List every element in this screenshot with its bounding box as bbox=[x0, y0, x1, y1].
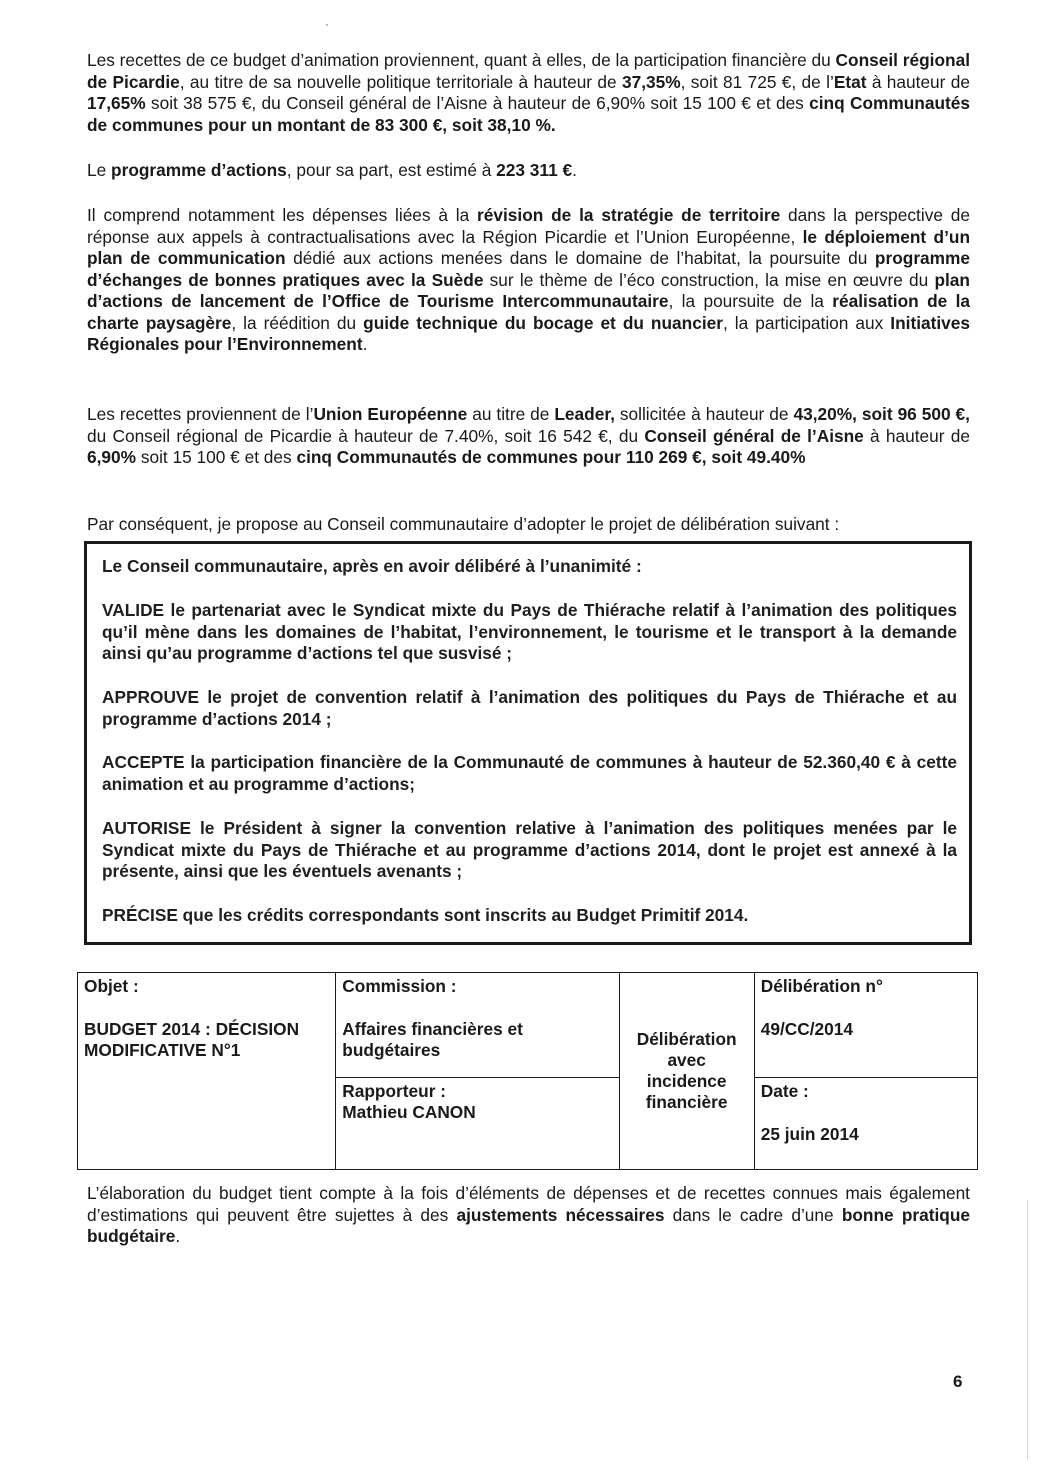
text-run: à hauteur de bbox=[863, 425, 970, 446]
deliberation-autorise: AUTORISE le Président à signer la convention relative à l’animation des politiques menées par le Syndicat mixte du Pays de Thiérache et au programme d’actions 2014, dont le projet est annexé à la présente, ainsi que les éventuels avenants ; bbox=[102, 818, 957, 881]
text-run: soit 15 100 € et des bbox=[136, 447, 297, 467]
text-run: L’élaboration du budget tient compte à la fois d’éléments de dépenses et de recettes connues mais également d’estimations qui peuvent être sujettes à des bbox=[87, 1183, 970, 1225]
text-run: Les recettes de ce budget d’animation proviennent, quant à elles, de la participation financière du bbox=[87, 50, 836, 70]
text-run: , soit 81 725 €, de l’ bbox=[680, 71, 834, 92]
objet-label: Objet : bbox=[84, 976, 139, 996]
paragraph-depenses bbox=[87, 205, 970, 356]
deliberation-accepte: ACCEPTE la participation financière de la Communauté de communes à hauteur de 52.360,40 € à cette animation et au programme d’actions; bbox=[102, 752, 957, 794]
deliberation-meta-table bbox=[77, 972, 978, 1170]
text-run: au titre de bbox=[467, 404, 555, 424]
text-run: du Conseil régional de Picardie à hauteur de 7.40%, soit 16 542 €, du bbox=[87, 425, 645, 446]
text-run: . bbox=[175, 1226, 181, 1246]
text-run: , au titre de sa nouvelle politique territoriale à hauteur de bbox=[179, 71, 622, 92]
text-bold: programme d’échanges de bonnes pratiques avec la Suède bbox=[87, 248, 970, 290]
rapporteur-cell bbox=[336, 1078, 619, 1170]
text-run: Les recettes proviennent de l’ bbox=[87, 404, 314, 424]
text-bold: 37,35% bbox=[622, 71, 681, 92]
text-run: Il comprend notamment les dépenses liées à la bbox=[87, 205, 478, 225]
text-run: dédié aux actions menées dans le domaine de l’habitat, la poursuite du bbox=[285, 248, 875, 268]
text-bold: Leader, bbox=[554, 404, 615, 424]
text-bold: cinq Communautés de communes pour 110 269 €, bbox=[296, 447, 707, 467]
objet-value: BUDGET 2014 : DÉCISION MODIFICATIVE N°1 bbox=[84, 1019, 300, 1060]
text-bold: programme d’actions bbox=[111, 160, 287, 180]
date-cell bbox=[754, 1078, 977, 1170]
text-bold: bonne pratique budgétaire bbox=[87, 1204, 970, 1246]
deliberation-approuve: APPROUVE le projet de convention relatif à l’animation des politiques du Pays de Thiérache et au programme d’actions 2014 ; bbox=[102, 687, 957, 729]
text-run: sollicitée à hauteur de bbox=[614, 404, 794, 424]
text-run: à hauteur de bbox=[866, 71, 970, 92]
page-number: 6 bbox=[953, 1372, 963, 1391]
text-run: Le bbox=[87, 160, 112, 180]
date-value: 25 juin 2014 bbox=[760, 1124, 859, 1144]
paragraph-proposition: Par conséquent, je propose au Conseil communautaire d’adopter le projet de délibération suivant : bbox=[87, 514, 840, 534]
text-bold: Initiatives Régionales pour l’Environnement bbox=[87, 312, 970, 354]
objet-cell bbox=[78, 973, 336, 1170]
incidence-text: Délibération avec incidence financière bbox=[636, 1029, 737, 1112]
text-run: dans le cadre d’une bbox=[664, 1204, 842, 1225]
text-bold: Conseil régional de Picardie bbox=[87, 50, 970, 92]
text-bold: 6,90% bbox=[87, 447, 137, 467]
deliberation-intro: Le Conseil communautaire, après en avoir délibéré à l’unanimité : bbox=[102, 556, 642, 576]
text-bold: 223 311 € bbox=[496, 160, 573, 180]
text-run: , la réédition du bbox=[231, 312, 364, 333]
text-bold: guide technique du bocage et du nuancier bbox=[363, 312, 723, 333]
scan-speck bbox=[326, 24, 328, 26]
deliberation-number-label: Délibération n° bbox=[760, 976, 883, 996]
paragraph-recettes-leader bbox=[87, 404, 970, 469]
text-bold: révision de la stratégie de territoire bbox=[477, 205, 781, 225]
incidence-cell bbox=[619, 973, 754, 1170]
text-bold: Union Européenne bbox=[313, 404, 468, 424]
deliberation-number-cell bbox=[754, 973, 977, 1078]
deliberation-valide: VALIDE le partenariat avec le Syndicat mixte du Pays de Thiérache relatif à l’animation des politiques qu’il mène dans les domaines de l’habitat, l’environnement, le tourisme et le transport à la demande ainsi qu’au programme d’actions tel que susvisé ; bbox=[102, 600, 957, 663]
text-run: . bbox=[572, 160, 577, 180]
text-bold: Etat bbox=[833, 71, 867, 92]
text-run: , la poursuite de la bbox=[668, 291, 833, 311]
text-bold: plan d’actions de lancement de l’Office de Tourisme Intercommunautaire bbox=[87, 269, 970, 311]
text-run: , la participation aux bbox=[722, 312, 891, 333]
rapporteur-value: Mathieu CANON bbox=[342, 1102, 476, 1122]
scan-edge-line bbox=[1027, 1200, 1028, 1460]
text-bold: 17,65% bbox=[87, 93, 146, 113]
text-bold: Conseil général de l’Aisne bbox=[644, 425, 864, 446]
text-run: , pour sa part, est estimé à bbox=[286, 160, 497, 180]
text-bold: cinq Communautés de communes pour un montant de 83 300 €, soit 38,10 %. bbox=[87, 93, 971, 135]
deliberation-box bbox=[84, 541, 972, 945]
deliberation-precise: PRÉCISE que les crédits correspondants sont inscrits au Budget Primitif 2014. bbox=[102, 905, 749, 925]
text-run: dans la perspective de réponse aux appels à contractualisations avec la Région Picardie et l’Union Européenne, bbox=[87, 205, 970, 247]
text-run: soit 38 575 €, du Conseil général de l’Aisne à hauteur de 6,90% soit 15 100 € et des bbox=[145, 93, 810, 113]
commission-value: Affaires financières et budgétaires bbox=[342, 1019, 523, 1060]
deliberation-number-value: 49/CC/2014 bbox=[760, 1019, 853, 1039]
commission-label: Commission : bbox=[342, 976, 457, 996]
text-bold: le déploiement d’un plan de communication bbox=[87, 226, 970, 268]
text-bold: ajustements nécessaires bbox=[456, 1204, 665, 1225]
text-bold: réalisation de la charte paysagère bbox=[87, 291, 971, 333]
rapporteur-label: Rapporteur : bbox=[342, 1081, 446, 1101]
paragraph-programme-actions bbox=[87, 160, 970, 182]
text-run: . bbox=[362, 334, 368, 354]
paragraph-recettes-animation bbox=[87, 50, 970, 136]
text-run: sur le thème de l’éco construction, la mise en œuvre du bbox=[483, 269, 935, 290]
paragraph-elaboration-budget bbox=[87, 1183, 970, 1248]
date-label: Date : bbox=[760, 1081, 809, 1101]
text-bold: 43,20%, soit 96 500 €, bbox=[793, 404, 970, 424]
commission-cell bbox=[336, 973, 619, 1078]
text-bold: soit 49.40% bbox=[706, 447, 806, 467]
